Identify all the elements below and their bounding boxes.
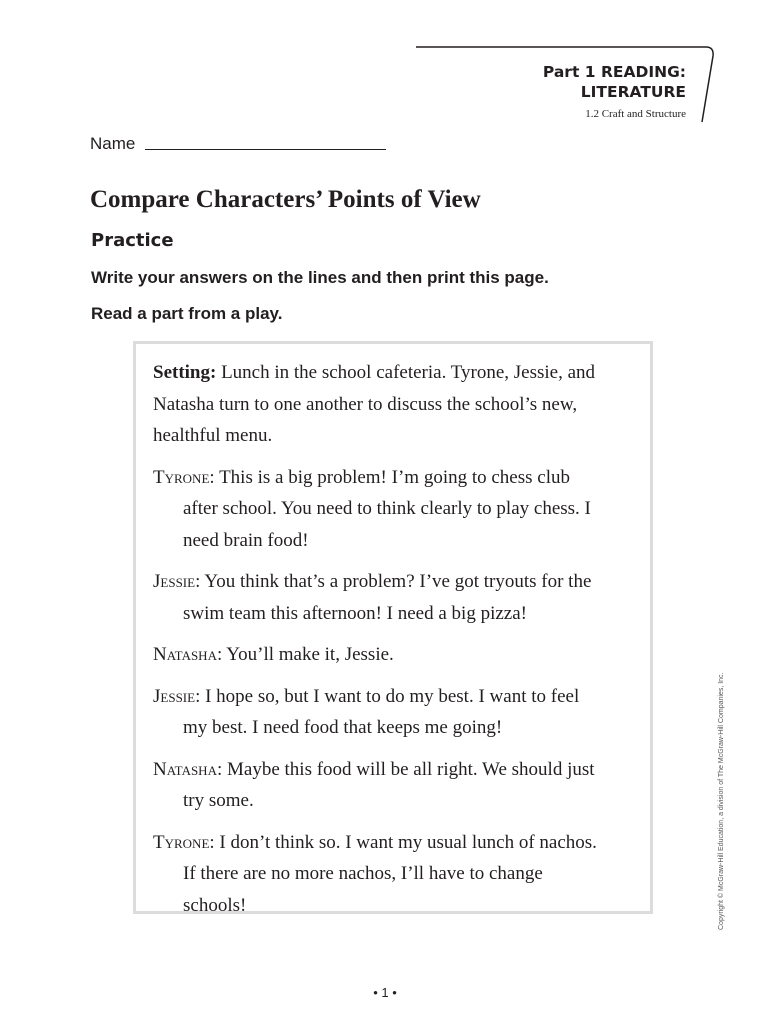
dialogue-text: : This is a big problem! I’m going to chess club [209, 466, 570, 488]
name-label: Name [90, 134, 136, 153]
dialogue-line: swim team this afternoon! I need a big pizza! [183, 602, 527, 624]
dialogue-line: after school. You need to think clearly to play chess. I [183, 498, 591, 519]
dialogue-line: my best. I need food that keeps me going! [183, 717, 503, 738]
dialogue-line [153, 754, 641, 786]
dialogue-line [153, 827, 641, 859]
dialogue-line [153, 639, 641, 671]
name-field-line[interactable] [145, 149, 386, 150]
dialogue-text: : I hope so, but I want to do my best. I want to feel [195, 685, 580, 707]
setting-text: Lunch in the school cafeteria. Tyrone, Jessie, and [216, 362, 596, 383]
instruction-print: Write your answers on the lines and then print this page. [91, 268, 549, 287]
speaker-name: Jessie [153, 571, 196, 592]
copyright-notice: Copyright © McGraw-Hill Education, a division of The McGraw-Hill Companies, Inc. [718, 672, 725, 930]
play-excerpt-text [153, 357, 641, 931]
dialogue-line [153, 462, 641, 494]
part-title-line1: Part 1 READING: [542, 63, 686, 81]
dialogue-tyrone [153, 462, 641, 557]
dialogue-line: If there are no more nachos, I’ll have to change [183, 863, 543, 884]
dialogue-line: try some. [183, 790, 254, 811]
dialogue-natasha [153, 639, 641, 671]
dialogue-text: : You’ll make it, Jessie. [216, 644, 394, 665]
part-subtitle: 1.2 Craft and Structure [585, 108, 686, 120]
page-title: Compare Characters’ Points of View [90, 186, 481, 213]
speaker-name: Natasha [153, 758, 217, 780]
setting-line [153, 357, 641, 389]
dialogue-jessie [153, 566, 641, 629]
speaker-name: Tyrone [153, 466, 210, 488]
dialogue-text: : Maybe this food will be all right. We should just [216, 758, 595, 780]
instruction-read: Read a part from a play. [91, 304, 283, 323]
page-number: • 1 • [373, 985, 397, 1000]
dialogue-natasha [153, 754, 641, 817]
dialogue-line: need brain food! [183, 529, 309, 551]
dialogue-jessie [153, 681, 641, 744]
speaker-name: Jessie [153, 685, 196, 707]
setting-line: healthful menu. [153, 425, 273, 446]
dialogue-text: : I don’t think so. I want my usual lunch of nachos. [209, 831, 597, 853]
dialogue-tyrone [153, 827, 641, 922]
setting-label: Setting: [153, 362, 217, 383]
dialogue-line: schools! [183, 894, 247, 916]
dialogue-text: : You think that’s a problem? I’ve got tryouts for the [195, 571, 592, 592]
speaker-name: Natasha [153, 644, 217, 665]
setting-paragraph [153, 357, 641, 452]
dialogue-line [153, 566, 641, 598]
part-title [543, 62, 686, 102]
speaker-name: Tyrone [153, 831, 210, 853]
dialogue-line [153, 681, 641, 713]
setting-line: Natasha turn to one another to discuss the school’s new, [153, 393, 578, 415]
section-heading-practice: Practice [91, 230, 174, 251]
part-title-line2: LITERATURE [580, 83, 686, 101]
play-excerpt-box [133, 341, 653, 914]
